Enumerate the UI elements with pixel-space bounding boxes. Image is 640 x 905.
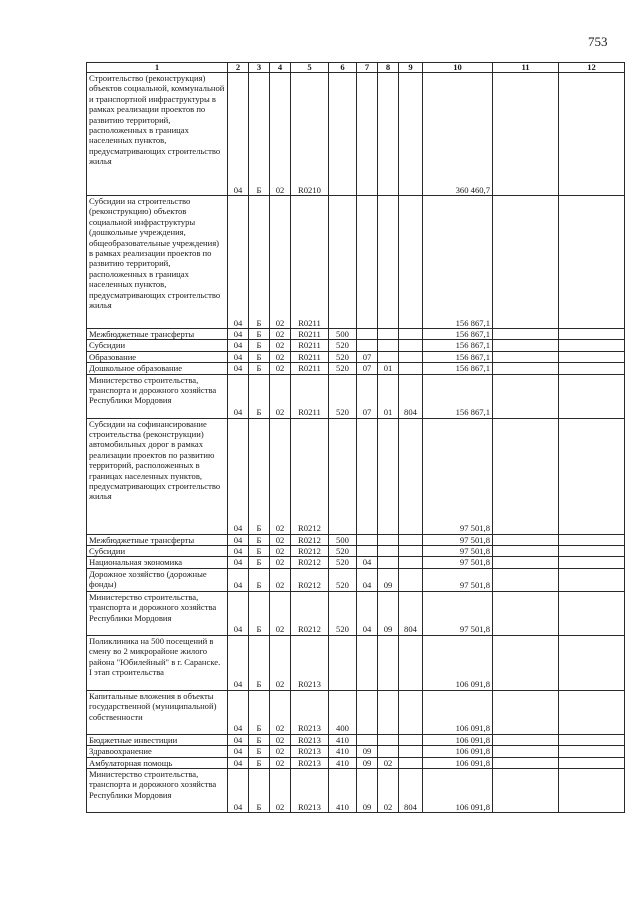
cell-col6: 410 [329, 757, 357, 768]
cell-col3: Б [249, 196, 270, 329]
cell-amount: 97 501,8 [423, 557, 493, 568]
cell-col11 [493, 734, 559, 745]
cell-col4: 02 [270, 351, 291, 362]
cell-col5: R0212 [291, 591, 329, 635]
row-name: Субсидии на софинансирование строительства (реконструкции) автомобильных дорог в рамках реализации проектов по развитию территорий, расположенных в границах населенных пунктов, предусматривающих строительство жилья [87, 418, 228, 534]
cell-col11 [493, 351, 559, 362]
table-row [87, 690, 625, 734]
cell-col8 [378, 196, 399, 329]
cell-col9 [399, 734, 423, 745]
cell-col5: R0210 [291, 73, 329, 196]
row-name: Межбюджетные трансферты [87, 534, 228, 545]
cell-col12 [559, 73, 625, 196]
cell-col4: 02 [270, 746, 291, 757]
cell-col11 [493, 329, 559, 340]
cell-col5: R0212 [291, 557, 329, 568]
cell-col5: R0213 [291, 635, 329, 690]
cell-col3: Б [249, 757, 270, 768]
row-name: Капитальные вложения в объекты государственной (муниципальной) собственности [87, 690, 228, 734]
row-name: Бюджетные инвестиции [87, 734, 228, 745]
cell-col4: 02 [270, 757, 291, 768]
cell-col11 [493, 557, 559, 568]
cell-col6: 500 [329, 534, 357, 545]
col-header: 6 [329, 63, 357, 73]
cell-col2: 04 [228, 351, 249, 362]
cell-col6: 520 [329, 374, 357, 418]
cell-col3: Б [249, 568, 270, 591]
row-name: Субсидии [87, 546, 228, 557]
cell-col4: 02 [270, 591, 291, 635]
cell-col8 [378, 73, 399, 196]
cell-col11 [493, 757, 559, 768]
cell-col4: 02 [270, 769, 291, 813]
cell-col5: R0211 [291, 351, 329, 362]
header-row [87, 63, 625, 73]
cell-col5: R0211 [291, 329, 329, 340]
cell-col11 [493, 534, 559, 545]
cell-col3: Б [249, 363, 270, 374]
table-row [87, 546, 625, 557]
cell-amount: 156 867,1 [423, 329, 493, 340]
table-row [87, 418, 625, 534]
cell-amount: 156 867,1 [423, 196, 493, 329]
cell-col6: 410 [329, 734, 357, 745]
cell-col2: 04 [228, 591, 249, 635]
cell-amount: 106 091,8 [423, 757, 493, 768]
cell-col6: 410 [329, 769, 357, 813]
cell-col9 [399, 568, 423, 591]
cell-col7: 07 [357, 351, 378, 362]
cell-col2: 04 [228, 769, 249, 813]
cell-amount: 97 501,8 [423, 418, 493, 534]
cell-col5: R0211 [291, 196, 329, 329]
cell-col3: Б [249, 329, 270, 340]
row-name: Амбулаторная помощь [87, 757, 228, 768]
cell-col7 [357, 329, 378, 340]
cell-col6 [329, 196, 357, 329]
cell-col12 [559, 746, 625, 757]
cell-col5: R0213 [291, 757, 329, 768]
cell-col7 [357, 734, 378, 745]
table-row [87, 329, 625, 340]
cell-col11 [493, 769, 559, 813]
cell-col7: 09 [357, 757, 378, 768]
cell-col2: 04 [228, 546, 249, 557]
row-name: Строительство (реконструкция) объектов социальной, коммунальной и транспортной инфраструктуры в рамках реализации проектов по развитию территорий, расположенных в границах населенных пунктов, предусматривающих строительство жилья [87, 73, 228, 196]
cell-col12 [559, 534, 625, 545]
cell-col6: 520 [329, 546, 357, 557]
cell-col7 [357, 690, 378, 734]
cell-col2: 04 [228, 557, 249, 568]
cell-col11 [493, 73, 559, 196]
cell-col4: 02 [270, 690, 291, 734]
cell-col5: R0211 [291, 340, 329, 351]
cell-col7: 07 [357, 363, 378, 374]
table-row [87, 557, 625, 568]
cell-col12 [559, 591, 625, 635]
cell-col7 [357, 340, 378, 351]
cell-col9 [399, 340, 423, 351]
cell-col3: Б [249, 557, 270, 568]
table-row [87, 769, 625, 813]
cell-col2: 04 [228, 757, 249, 768]
cell-col12 [559, 734, 625, 745]
cell-col3: Б [249, 734, 270, 745]
cell-col12 [559, 568, 625, 591]
cell-col4: 02 [270, 329, 291, 340]
cell-col9 [399, 546, 423, 557]
row-name: Образование [87, 351, 228, 362]
cell-col4: 02 [270, 546, 291, 557]
cell-col8 [378, 418, 399, 534]
table-row [87, 746, 625, 757]
cell-col8: 09 [378, 568, 399, 591]
cell-col2: 04 [228, 418, 249, 534]
cell-col12 [559, 363, 625, 374]
cell-col9 [399, 351, 423, 362]
cell-col5: R0212 [291, 418, 329, 534]
table-row [87, 351, 625, 362]
cell-col12 [559, 418, 625, 534]
cell-col8 [378, 534, 399, 545]
cell-col3: Б [249, 690, 270, 734]
row-name: Межбюджетные трансферты [87, 329, 228, 340]
cell-col8: 02 [378, 757, 399, 768]
cell-col7 [357, 196, 378, 329]
cell-col11 [493, 690, 559, 734]
cell-col7: 04 [357, 557, 378, 568]
cell-col8 [378, 351, 399, 362]
cell-col6 [329, 635, 357, 690]
cell-col6: 520 [329, 363, 357, 374]
row-name: Субсидии [87, 340, 228, 351]
table-row [87, 568, 625, 591]
cell-col3: Б [249, 746, 270, 757]
row-name: Поликлиника на 500 посещений в смену во 2 микрорайоне жилого района "Юбилейный" в г. Саранске. I этап строительства [87, 635, 228, 690]
cell-col4: 02 [270, 196, 291, 329]
table-row [87, 363, 625, 374]
cell-col8 [378, 546, 399, 557]
cell-amount: 106 091,8 [423, 635, 493, 690]
cell-col9: 804 [399, 591, 423, 635]
cell-col9: 804 [399, 769, 423, 813]
cell-col12 [559, 690, 625, 734]
cell-col11 [493, 196, 559, 329]
cell-col2: 04 [228, 340, 249, 351]
cell-col2: 04 [228, 73, 249, 196]
table-row [87, 196, 625, 329]
cell-col5: R0212 [291, 534, 329, 545]
table-row [87, 734, 625, 745]
row-name: Дорожное хозяйство (дорожные фонды) [87, 568, 228, 591]
cell-col9 [399, 757, 423, 768]
cell-col3: Б [249, 340, 270, 351]
col-header: 3 [249, 63, 270, 73]
cell-col6: 410 [329, 746, 357, 757]
cell-col11 [493, 418, 559, 534]
col-header: 10 [423, 63, 493, 73]
cell-col8: 01 [378, 374, 399, 418]
cell-col3: Б [249, 418, 270, 534]
cell-col7: 07 [357, 374, 378, 418]
cell-col6: 500 [329, 329, 357, 340]
row-name: Министерство строительства, транспорта и дорожного хозяйства Республики Мордовия [87, 374, 228, 418]
cell-col6: 520 [329, 557, 357, 568]
cell-col3: Б [249, 591, 270, 635]
row-name: Министерство строительства, транспорта и дорожного хозяйства Республики Мордовия [87, 769, 228, 813]
cell-col9 [399, 557, 423, 568]
cell-col12 [559, 351, 625, 362]
col-header: 11 [493, 63, 559, 73]
cell-col11 [493, 363, 559, 374]
cell-col3: Б [249, 546, 270, 557]
cell-col2: 04 [228, 534, 249, 545]
cell-col3: Б [249, 635, 270, 690]
cell-col7 [357, 635, 378, 690]
cell-col9 [399, 363, 423, 374]
cell-col5: R0213 [291, 734, 329, 745]
cell-col5: R0213 [291, 769, 329, 813]
table-row [87, 340, 625, 351]
cell-col5: R0212 [291, 546, 329, 557]
col-header: 8 [378, 63, 399, 73]
cell-col2: 04 [228, 363, 249, 374]
cell-amount: 156 867,1 [423, 340, 493, 351]
cell-amount: 97 501,8 [423, 568, 493, 591]
cell-amount: 97 501,8 [423, 546, 493, 557]
cell-col2: 04 [228, 734, 249, 745]
row-name: Национальная экономика [87, 557, 228, 568]
cell-col4: 02 [270, 557, 291, 568]
table-row [87, 73, 625, 196]
col-header: 2 [228, 63, 249, 73]
cell-col3: Б [249, 374, 270, 418]
cell-col2: 04 [228, 568, 249, 591]
cell-col3: Б [249, 769, 270, 813]
row-name: Субсидии на строительство (реконструкцию) объектов социальной инфраструктуры (дошкольные учреждения, общеобразовательные учреждения) в рамках реализации проектов по развитию территорий, расположенных в границах населенных пунктов, предусматривающих строительство жилья [87, 196, 228, 329]
cell-col8 [378, 329, 399, 340]
cell-amount: 106 091,8 [423, 690, 493, 734]
cell-amount: 106 091,8 [423, 734, 493, 745]
cell-amount: 97 501,8 [423, 534, 493, 545]
cell-col9 [399, 196, 423, 329]
cell-col6: 400 [329, 690, 357, 734]
cell-col7 [357, 534, 378, 545]
col-header: 4 [270, 63, 291, 73]
cell-col4: 02 [270, 534, 291, 545]
cell-col12 [559, 329, 625, 340]
cell-col12 [559, 557, 625, 568]
cell-col4: 02 [270, 734, 291, 745]
cell-col4: 02 [270, 363, 291, 374]
cell-col6: 520 [329, 568, 357, 591]
cell-col7: 04 [357, 568, 378, 591]
cell-col4: 02 [270, 418, 291, 534]
cell-col7 [357, 73, 378, 196]
col-header: 9 [399, 63, 423, 73]
cell-col3: Б [249, 351, 270, 362]
cell-col8: 02 [378, 769, 399, 813]
cell-amount: 97 501,8 [423, 591, 493, 635]
cell-col2: 04 [228, 746, 249, 757]
cell-amount: 106 091,8 [423, 746, 493, 757]
cell-col12 [559, 757, 625, 768]
cell-col11 [493, 568, 559, 591]
cell-col11 [493, 591, 559, 635]
cell-col12 [559, 635, 625, 690]
cell-col8 [378, 557, 399, 568]
cell-col9: 804 [399, 374, 423, 418]
cell-col11 [493, 746, 559, 757]
cell-col8 [378, 340, 399, 351]
cell-col5: R0211 [291, 363, 329, 374]
cell-col9 [399, 635, 423, 690]
cell-col12 [559, 340, 625, 351]
table-row [87, 757, 625, 768]
col-header: 12 [559, 63, 625, 73]
cell-col9 [399, 418, 423, 534]
cell-col6: 520 [329, 591, 357, 635]
cell-col3: Б [249, 534, 270, 545]
cell-col5: R0213 [291, 690, 329, 734]
col-header: 5 [291, 63, 329, 73]
table-row [87, 374, 625, 418]
cell-col4: 02 [270, 340, 291, 351]
cell-col7 [357, 546, 378, 557]
cell-col11 [493, 635, 559, 690]
cell-col6: 520 [329, 340, 357, 351]
budget-table [86, 62, 625, 813]
cell-amount: 156 867,1 [423, 351, 493, 362]
cell-col4: 02 [270, 374, 291, 418]
row-name: Здравоохранение [87, 746, 228, 757]
cell-col7: 09 [357, 769, 378, 813]
cell-amount: 106 091,8 [423, 769, 493, 813]
cell-col6 [329, 418, 357, 534]
cell-col8 [378, 746, 399, 757]
cell-amount: 156 867,1 [423, 363, 493, 374]
cell-col11 [493, 340, 559, 351]
cell-col2: 04 [228, 329, 249, 340]
cell-col12 [559, 196, 625, 329]
cell-col6 [329, 73, 357, 196]
cell-col8: 09 [378, 591, 399, 635]
cell-col5: R0211 [291, 374, 329, 418]
cell-col11 [493, 546, 559, 557]
cell-amount: 156 867,1 [423, 374, 493, 418]
cell-col9 [399, 746, 423, 757]
cell-col9 [399, 690, 423, 734]
cell-col5: R0212 [291, 568, 329, 591]
cell-col12 [559, 546, 625, 557]
cell-col8 [378, 690, 399, 734]
cell-col9 [399, 534, 423, 545]
cell-col6: 520 [329, 351, 357, 362]
page-number: 753 [588, 34, 608, 49]
cell-col8: 01 [378, 363, 399, 374]
cell-col7: 09 [357, 746, 378, 757]
cell-col3: Б [249, 73, 270, 196]
cell-col5: R0213 [291, 746, 329, 757]
table-row [87, 591, 625, 635]
cell-col4: 02 [270, 73, 291, 196]
cell-col9 [399, 73, 423, 196]
cell-col4: 02 [270, 568, 291, 591]
col-header: 7 [357, 63, 378, 73]
cell-col9 [399, 329, 423, 340]
cell-col8 [378, 635, 399, 690]
cell-col2: 04 [228, 374, 249, 418]
cell-col2: 04 [228, 635, 249, 690]
cell-col4: 02 [270, 635, 291, 690]
cell-col2: 04 [228, 196, 249, 329]
row-name: Министерство строительства, транспорта и дорожного хозяйства Республики Мордовия [87, 591, 228, 635]
cell-col11 [493, 374, 559, 418]
cell-col7: 04 [357, 591, 378, 635]
cell-col2: 04 [228, 690, 249, 734]
cell-amount: 360 460,7 [423, 73, 493, 196]
cell-col12 [559, 769, 625, 813]
table-row [87, 534, 625, 545]
table-row [87, 635, 625, 690]
row-name: Дошкольное образование [87, 363, 228, 374]
cell-col7 [357, 418, 378, 534]
col-header: 1 [87, 63, 228, 73]
cell-col12 [559, 374, 625, 418]
cell-col8 [378, 734, 399, 745]
